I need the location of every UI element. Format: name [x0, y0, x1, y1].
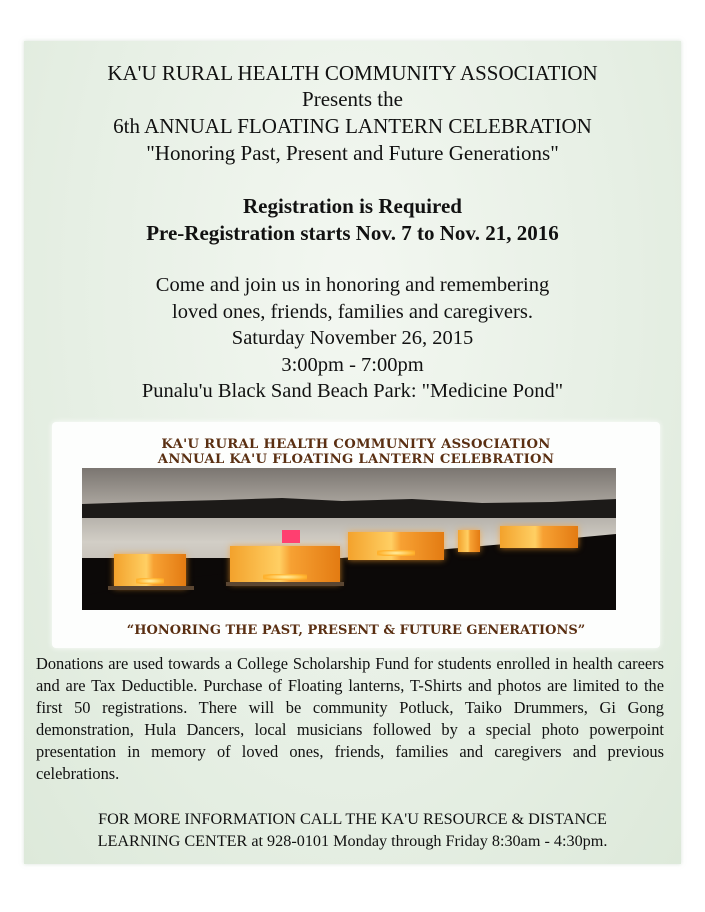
- contact-line-2: LEARNING CENTER at 928-0101 Monday through Friday 8:30am - 4:30pm.: [97, 832, 608, 850]
- event-time: 3:00pm - 7:00pm: [281, 354, 424, 376]
- presents-text: Presents the: [302, 87, 403, 111]
- pre-registration-dates: Pre-Registration starts Nov. 7 to Nov. 21, 2016: [146, 221, 559, 245]
- banner-motto: “HONORING THE PAST, PRESENT & FUTURE GENERATIONS”: [126, 623, 586, 638]
- registration-required: Registration is Required: [243, 194, 462, 218]
- lantern: [230, 546, 340, 584]
- lantern: [348, 532, 444, 560]
- lantern: [458, 530, 480, 552]
- banner-image: [52, 422, 660, 648]
- event-theme: "Honoring Past, Present and Future Generations": [146, 141, 559, 165]
- banner-title-line-2: ANNUAL KA'U FLOATING LANTERN CELEBRATION: [157, 452, 555, 467]
- lantern-photo: [82, 468, 616, 610]
- invite-line-2: loved ones, friends, families and caregivers.: [172, 301, 533, 323]
- lantern: [500, 526, 578, 548]
- description-paragraph: [36, 653, 664, 785]
- event-title: 6th ANNUAL FLOATING LANTERN CELEBRATION: [113, 114, 592, 138]
- event-flyer: [24, 41, 681, 864]
- contact-info: [24, 808, 681, 852]
- event-location: Punalu'u Black Sand Beach Park: "Medicine Pond": [141, 380, 564, 402]
- lantern-base: [108, 586, 194, 590]
- description-text: Donations are used towards a College Scholarship Fund for students enrolled in health careers and are Tax Deductible. Purchase of Floating lanterns, T-Shirts and photos are limited to the first 50 registrations. There will be community Potluck, Taiko Drummers, Gi Gong demonstration, Hula Dancers, local musicians followed by a special photo powerpoint presentation in memory of loved ones, friends, families and caregivers and previous celebrations.: [36, 654, 664, 783]
- invite-line-1: Come and join us in honoring and remembering: [155, 274, 550, 296]
- pink-lantern: [282, 530, 300, 543]
- organization-name: KA'U RURAL HEALTH COMMUNITY ASSOCIATION: [107, 61, 598, 85]
- lantern: [114, 554, 186, 588]
- lantern-base: [226, 582, 344, 586]
- contact-line-1: FOR MORE INFORMATION CALL THE KA'U RESOURCE & DISTANCE: [98, 810, 607, 828]
- event-date: Saturday November 26, 2015: [231, 327, 474, 349]
- banner-title-line-1: KA'U RURAL HEALTH COMMUNITY ASSOCIATION: [161, 437, 551, 452]
